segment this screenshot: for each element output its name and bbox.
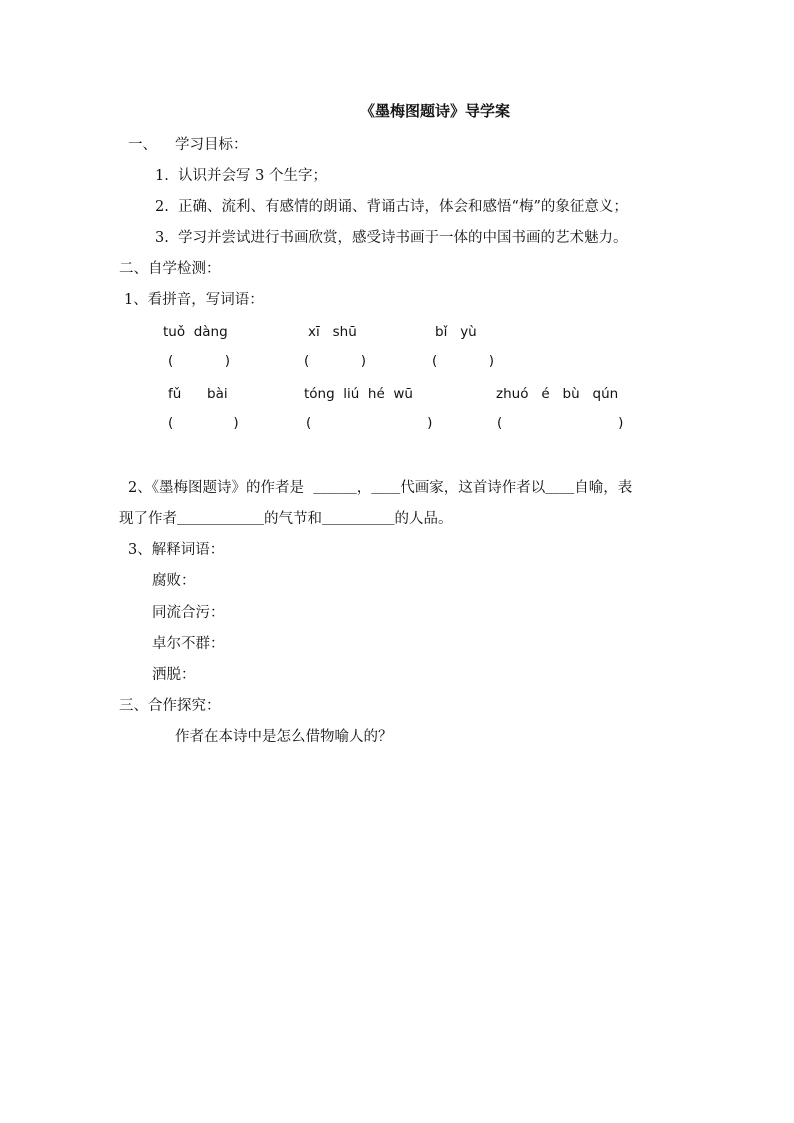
section1-heading-number: 一、: [128, 137, 157, 153]
fill-in-question: 现了作者＿＿＿＿＿＿的气节和＿＿＿＿＿的人品。: [119, 511, 453, 527]
definition-question-label: 3、解释词语：: [128, 542, 225, 558]
section2-heading: 二、自学检测：: [119, 261, 221, 277]
fill-in-question: 2、《墨梅图题诗》的作者是 ＿＿＿，＿＿代画家，这首诗作者以＿＿自喻，表: [128, 480, 633, 496]
answer-blank[interactable]: ( ): [168, 353, 231, 369]
objective-item: 1. 认识并会写 3 个生字；: [155, 168, 327, 184]
definition-term: 洒脱：: [152, 667, 196, 683]
inquiry-question: 作者在本诗中是怎么借物喻人的？: [175, 729, 393, 745]
pinyin-word: tóng liú hé wū: [304, 386, 413, 402]
pinyin-question-label: 1、看拼音，写词语：: [124, 292, 264, 308]
answer-blank[interactable]: ( ): [432, 353, 495, 369]
answer-blank[interactable]: ( ): [306, 415, 433, 431]
pinyin-word: zhuó é bù qún: [496, 386, 619, 402]
answer-blank[interactable]: ( ): [497, 415, 624, 431]
pinyin-word: tuǒ dàng: [163, 324, 228, 340]
section3-heading: 三、合作探究：: [119, 698, 221, 714]
pinyin-word: bǐ yù: [435, 324, 477, 340]
objective-item: 2. 正确、流利、有感情的朗诵、背诵古诗，体会和感悟“梅”的象征意义；: [155, 199, 628, 215]
pinyin-word: xī shū: [308, 324, 357, 340]
page-title: 《墨梅图题诗》导学案: [360, 102, 511, 120]
pinyin-word: fǔ bài: [168, 386, 228, 402]
definition-term: 同流合污：: [152, 605, 225, 621]
definition-term: 卓尔不群：: [152, 636, 225, 652]
section1-heading: 学习目标：: [175, 137, 248, 153]
definition-term: 腐败：: [152, 573, 196, 589]
objective-item: 3. 学习并尝试进行书画欣赏，感受诗书画于一体的中国书画的艺术魅力。: [155, 230, 628, 246]
answer-blank[interactable]: ( ): [304, 353, 367, 369]
answer-blank[interactable]: ( ): [168, 415, 239, 431]
